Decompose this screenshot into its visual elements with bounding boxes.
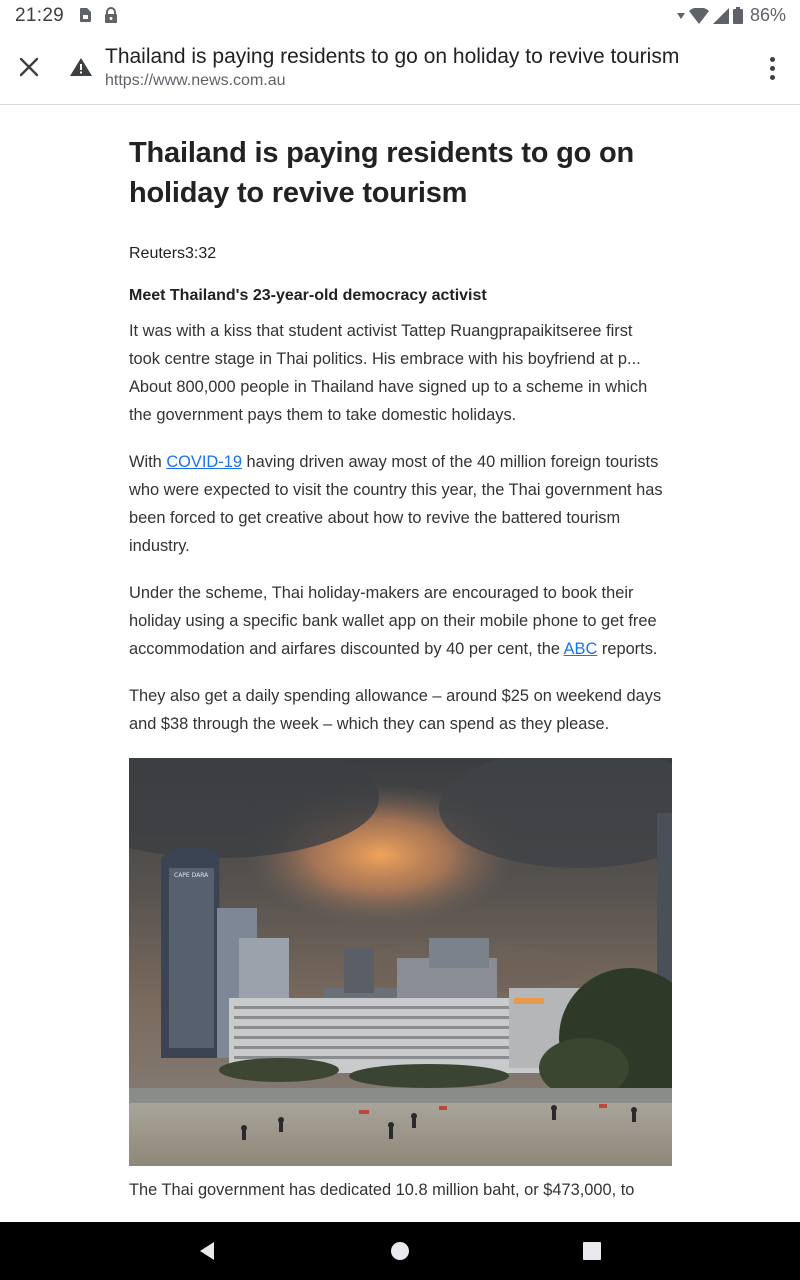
abc-link[interactable]: ABC xyxy=(563,640,598,658)
related-video-title[interactable]: Meet Thailand's 23-year-old democracy activist xyxy=(129,287,487,304)
more-options-button[interactable] xyxy=(758,50,786,86)
article-paragraph-3 xyxy=(129,579,674,663)
p2-post: having driven away most of the 40 million foreign tourists who were expected to visit the country this year, the Thai government has been forced to get creative about how to revive the battered tourism industry. xyxy=(129,453,663,555)
system-nav-bar xyxy=(0,1222,800,1280)
status-time: 21:29 xyxy=(15,5,65,26)
p3-post: reports. xyxy=(597,640,658,658)
battery-percent: 86% xyxy=(749,5,786,25)
battery-icon xyxy=(733,7,743,24)
status-right xyxy=(677,5,786,26)
warning-icon[interactable] xyxy=(70,58,92,76)
data-arrow-icon xyxy=(677,13,685,19)
p1-line-1: It was with a kiss that student activist Tattep Ruangprapaikitseree first xyxy=(129,322,633,340)
nav-recents-icon[interactable] xyxy=(580,1239,604,1263)
article xyxy=(129,106,674,1204)
article-byline: Reuters3:32 xyxy=(129,245,217,262)
close-button[interactable] xyxy=(10,48,48,86)
p1-line-2: took centre stage in Thai politics. His embrace with his boyfriend at p... xyxy=(129,350,641,368)
toolbar-url: https://www.news.com.au xyxy=(105,72,286,89)
article-paragraph-1 xyxy=(129,317,674,429)
status-bar xyxy=(0,0,800,32)
custom-tab-toolbar xyxy=(0,32,800,105)
signal-icon xyxy=(713,8,729,24)
wifi-icon xyxy=(689,8,709,24)
p3-pre: Under the scheme, Thai holiday-makers are encouraged to book their holiday using a specific bank wallet app on their mobile phone to get free accommodation and airfares discounted by 40 per cent, the xyxy=(129,584,657,658)
more-vert-icon-dot xyxy=(770,66,775,71)
hotel-sign: CAPE DARA xyxy=(174,872,209,879)
article-paragraph-2 xyxy=(129,448,674,560)
article-hero-image[interactable] xyxy=(129,758,672,1166)
covid-link[interactable]: COVID-19 xyxy=(166,453,242,471)
article-next-line: The Thai government has dedicated 10.8 million baht, or $473,000, to xyxy=(129,1181,635,1199)
p2-pre: With xyxy=(129,453,167,471)
article-paragraph-4: They also get a daily spending allowance – around $25 on weekend days and $38 through the week – which they can spend as they please. xyxy=(129,687,662,733)
article-headline: Thailand is paying residents to go on holiday to revive tourism xyxy=(129,137,634,209)
nav-home-icon[interactable] xyxy=(388,1239,412,1263)
toolbar-title: Thailand is paying residents to go on holiday to revive tourism xyxy=(105,45,680,68)
close-icon xyxy=(19,57,39,77)
lock-icon xyxy=(104,7,118,23)
article-content[interactable] xyxy=(0,106,800,1222)
sim-card-icon xyxy=(78,7,92,23)
nav-back-icon[interactable] xyxy=(196,1239,220,1263)
more-vert-icon-dot xyxy=(770,75,775,80)
p1-rest: About 800,000 people in Thailand have signed up to a scheme in which the government pays them to take domestic holidays. xyxy=(129,378,648,424)
more-vert-icon-dot xyxy=(770,57,775,62)
